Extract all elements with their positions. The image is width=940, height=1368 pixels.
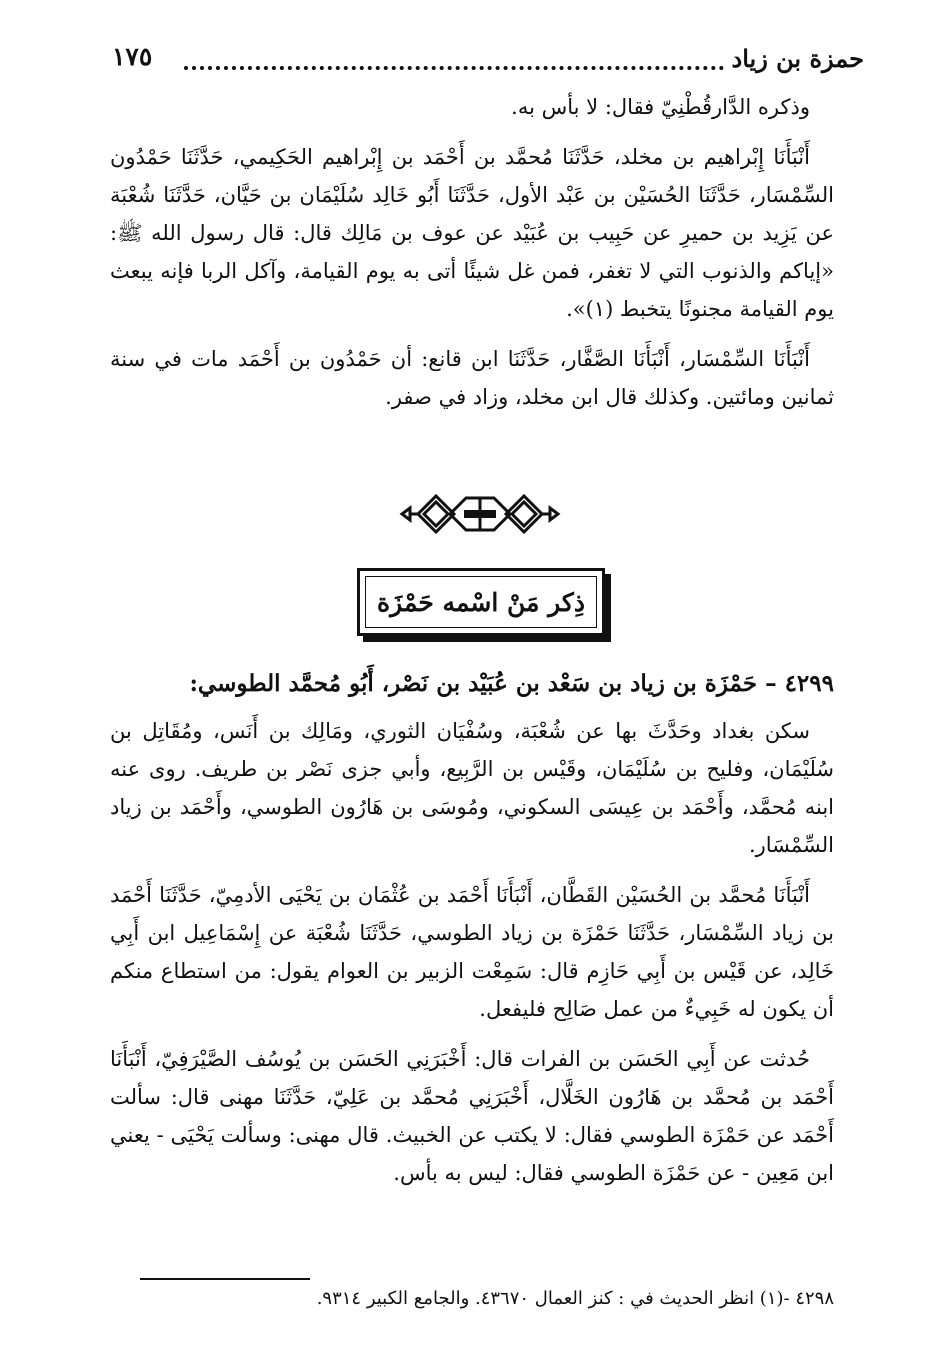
section-title-box [357, 568, 605, 636]
paragraph: حُدثت عن أَبِي الحَسَن بن الفرات قال: أَخْبَرَنِي الحَسَن بن يُوسُف الصَّيْرَفِيّ، أَنْبَأَنَا أَحْمَد بن مُحمَّد بن هَارُون الخَلَّال، أَخْبَرَنِي مُحمَّد بن عَلِيّ، حَدَّثَنَا مهنى قال: سألت أَحْمَد عن حَمْزَة الطوسي فقال: لا يكتب عن الخبيث. قال مهنى: وسألت يَحْيَى - يعني ابن مَعِين - عن حَمْزَة الطوسي فقال: ليس به بأس. [110, 1047, 834, 1185]
section-one-text [110, 88, 834, 428]
footnote: ٤٢٩٨ -(١) انظر الحديث في : كنز العمال ٤٣٦٧٠. والجامع الكبير ٩٣١٤. [316, 1288, 834, 1309]
running-title: حمزة بن زياد [731, 44, 864, 73]
entry-number: ٤٢٩٩ [784, 670, 834, 697]
paragraph: سكن بغداد وحَدَّثَ بها عن شُعْبَة، وسُفْيَان الثوري، ومَالِك بن أَنَس، ومُقَاتِل بن سُلَيْمَان، وفليح بن سُلَيْمَان، وقَيْس بن الرَّبِيع، وأبي جزى نَصْر بن طريف. روى عنه ابنه مُحمَّد، وأَحْمَد بن عِيسَى السكوني، ومُوسَى بن هَارُون الطوسي، وأَحْمَد بن زياد السِّمْسَار. [110, 719, 834, 857]
paragraph: وذكره الدَّارقُطْنِيّ فقال: لا بأس به. [511, 95, 810, 119]
decorative-ornament-icon [398, 490, 562, 538]
entry-body-text [110, 712, 834, 1204]
entry-dash: – [765, 670, 777, 697]
section-title: ذِكر مَنْ اسْمه حَمْزَة [377, 587, 585, 617]
entry-heading-text: حَمْزَة بن زياد بن سَعْد بن عُبَيْد بن نَصْر، أَبُو مُحمَّد الطوسي: [189, 670, 758, 697]
header-dot-leader [184, 66, 724, 70]
paragraph: أَنْبَأَنَا السِّمْسَار، أَنْبَأَنَا الصَّفَّار، حَدَّثَنَا ابن قانع: أن حَمْدُون بن أَحْمَد مات في سنة ثمانين ومائتين. وكذلك قال ابن مخلد، وزاد في صفر. [110, 347, 834, 409]
paragraph: أَنْبَأَنَا مُحمَّد بن الحُسَيْن القَطَّان، أَنْبَأَنَا أَحْمَد بن عُثْمَان بن يَحْيَى الأدمِيّ، حَدَّثَنَا أَحْمَد بن زياد السِّمْسَار، حَدَّثَنَا حَمْزَة بن زياد الطوسي، حَدَّثَنَا شُعْبَة عن إِسْمَاعِيل ابن أَبِي خَالِد، عن قَيْس بن أَبِي حَازِم قال: سَمِعْت الزبير بن العوام يقول: من استطاع منكم أن يكون له خَبِيءٌ من عمل صَالِح فليفعل. [110, 883, 834, 1021]
page-header [112, 42, 864, 86]
page-number: ١٧٥ [112, 42, 153, 71]
paragraph: أَنْبَأَنَا إِبْراهيم بن مخلد، حَدَّثَنَا مُحمَّد بن أَحْمَد بن إِبْراهيم الحَكِيمي، حَدَّثَنَا حَمْدُون السِّمْسَار، حَدَّثَنَا الحُسَيْن بن عَبْد الأول، حَدَّثَنَا أَبُو خَالِد سُلَيْمَان بن حَيَّان، حَدَّثَنَا شُعْبَة عن يَزِيد بن حميرِ عن حَبِيب بن عُبَيْد عن عوف بن مَالِك قال: قال رسول الله ﷺ: «إياكم والذنوب التي لا تغفر، فمن غل شيئًا أتى به يوم القيامة، وآكل الربا فإنه يبعث يوم القيامة مجنونًا يتخبط (١)». [110, 145, 834, 321]
entry-heading [110, 664, 834, 704]
footnote-separator [140, 1278, 310, 1280]
